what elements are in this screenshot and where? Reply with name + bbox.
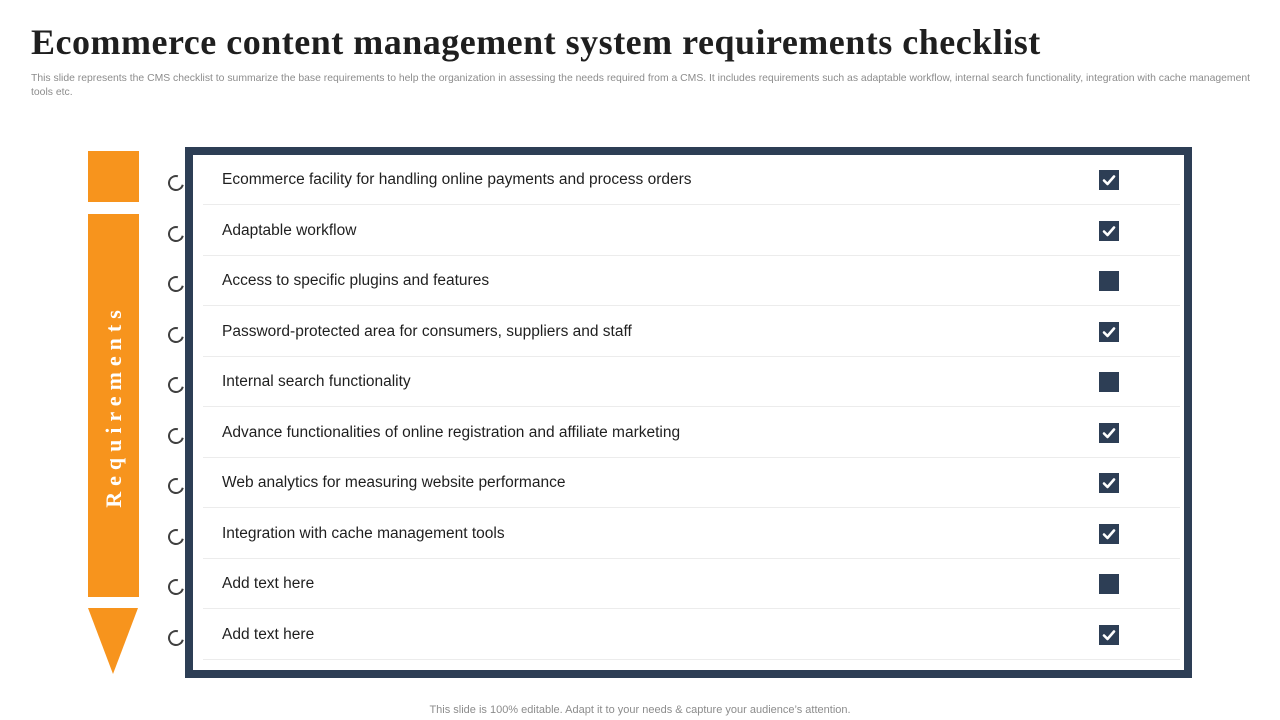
checklist-item bbox=[203, 509, 1180, 559]
checklist-item-label: Add text here bbox=[222, 575, 315, 592]
page-subtitle: This slide represents the CMS checklist to summarize the base requirements to help the organization in assessing the needs required from a CMS. It includes requirements such as adaptable workflow, internal search functionality, integration with cache management tools etc. bbox=[31, 73, 1251, 98]
binder-ring-icon bbox=[165, 627, 187, 649]
binder-ring-icon bbox=[165, 324, 187, 346]
binder-ring-icon bbox=[165, 374, 187, 396]
checklist-item bbox=[203, 559, 1180, 609]
checklist-item bbox=[203, 256, 1180, 306]
checkmark-icon bbox=[1102, 173, 1116, 187]
checked-checkbox[interactable] bbox=[1099, 322, 1119, 342]
page-title: Ecommerce content management system requirements checklist bbox=[31, 22, 1041, 62]
checked-checkbox[interactable] bbox=[1099, 170, 1119, 190]
binder-ring-icon bbox=[165, 576, 187, 598]
checklist-item bbox=[203, 408, 1180, 458]
checkmark-icon bbox=[1102, 325, 1116, 339]
pencil-eraser bbox=[88, 151, 139, 202]
checklist-item-label: Web analytics for measuring website performance bbox=[222, 474, 566, 491]
footer-note: This slide is 100% editable. Adapt it to your needs & capture your audience’s attention. bbox=[429, 704, 851, 716]
checklist-item bbox=[203, 357, 1180, 407]
binder-ring-icon bbox=[165, 273, 187, 295]
binder-ring-icon bbox=[165, 172, 187, 194]
checklist-item-label: Access to specific plugins and features bbox=[222, 272, 490, 289]
binder-ring-icon bbox=[165, 475, 187, 497]
checked-checkbox[interactable] bbox=[1099, 423, 1119, 443]
unchecked-checkbox[interactable] bbox=[1099, 271, 1119, 291]
checklist-item bbox=[203, 155, 1180, 205]
pencil-body bbox=[88, 214, 139, 597]
checklist-item-label: Advance functionalities of online registration and affiliate marketing bbox=[222, 423, 681, 441]
checklist-item-label: Adaptable workflow bbox=[222, 221, 357, 239]
checklist-item-label: Add text here bbox=[222, 625, 315, 643]
checklist-item bbox=[203, 206, 1180, 256]
checklist-item-label: Ecommerce facility for handling online payments and process orders bbox=[222, 171, 692, 188]
checklist-item bbox=[203, 458, 1180, 508]
checkmark-icon bbox=[1102, 527, 1116, 541]
checked-checkbox[interactable] bbox=[1099, 221, 1119, 241]
checkmark-icon bbox=[1102, 224, 1116, 238]
binder-ring-icon bbox=[165, 526, 187, 548]
binder-ring-icon bbox=[165, 425, 187, 447]
checklist-item bbox=[203, 610, 1180, 660]
checkmark-icon bbox=[1102, 476, 1116, 490]
checklist-item-label: Internal search functionality bbox=[222, 373, 411, 390]
checklist-item-label: Password-protected area for consumers, suppliers and staff bbox=[222, 322, 632, 340]
pencil-tip bbox=[88, 608, 138, 674]
unchecked-checkbox[interactable] bbox=[1099, 372, 1119, 392]
checked-checkbox[interactable] bbox=[1099, 524, 1119, 544]
checkmark-icon bbox=[1102, 628, 1116, 642]
checklist-item bbox=[203, 307, 1180, 357]
checked-checkbox[interactable] bbox=[1099, 625, 1119, 645]
binder-ring-icon bbox=[165, 223, 187, 245]
unchecked-checkbox[interactable] bbox=[1099, 574, 1119, 594]
checkmark-icon bbox=[1102, 426, 1116, 440]
checked-checkbox[interactable] bbox=[1099, 473, 1119, 493]
checklist-item-label: Integration with cache management tools bbox=[222, 524, 505, 542]
pencil-label: Requirements bbox=[100, 303, 126, 508]
